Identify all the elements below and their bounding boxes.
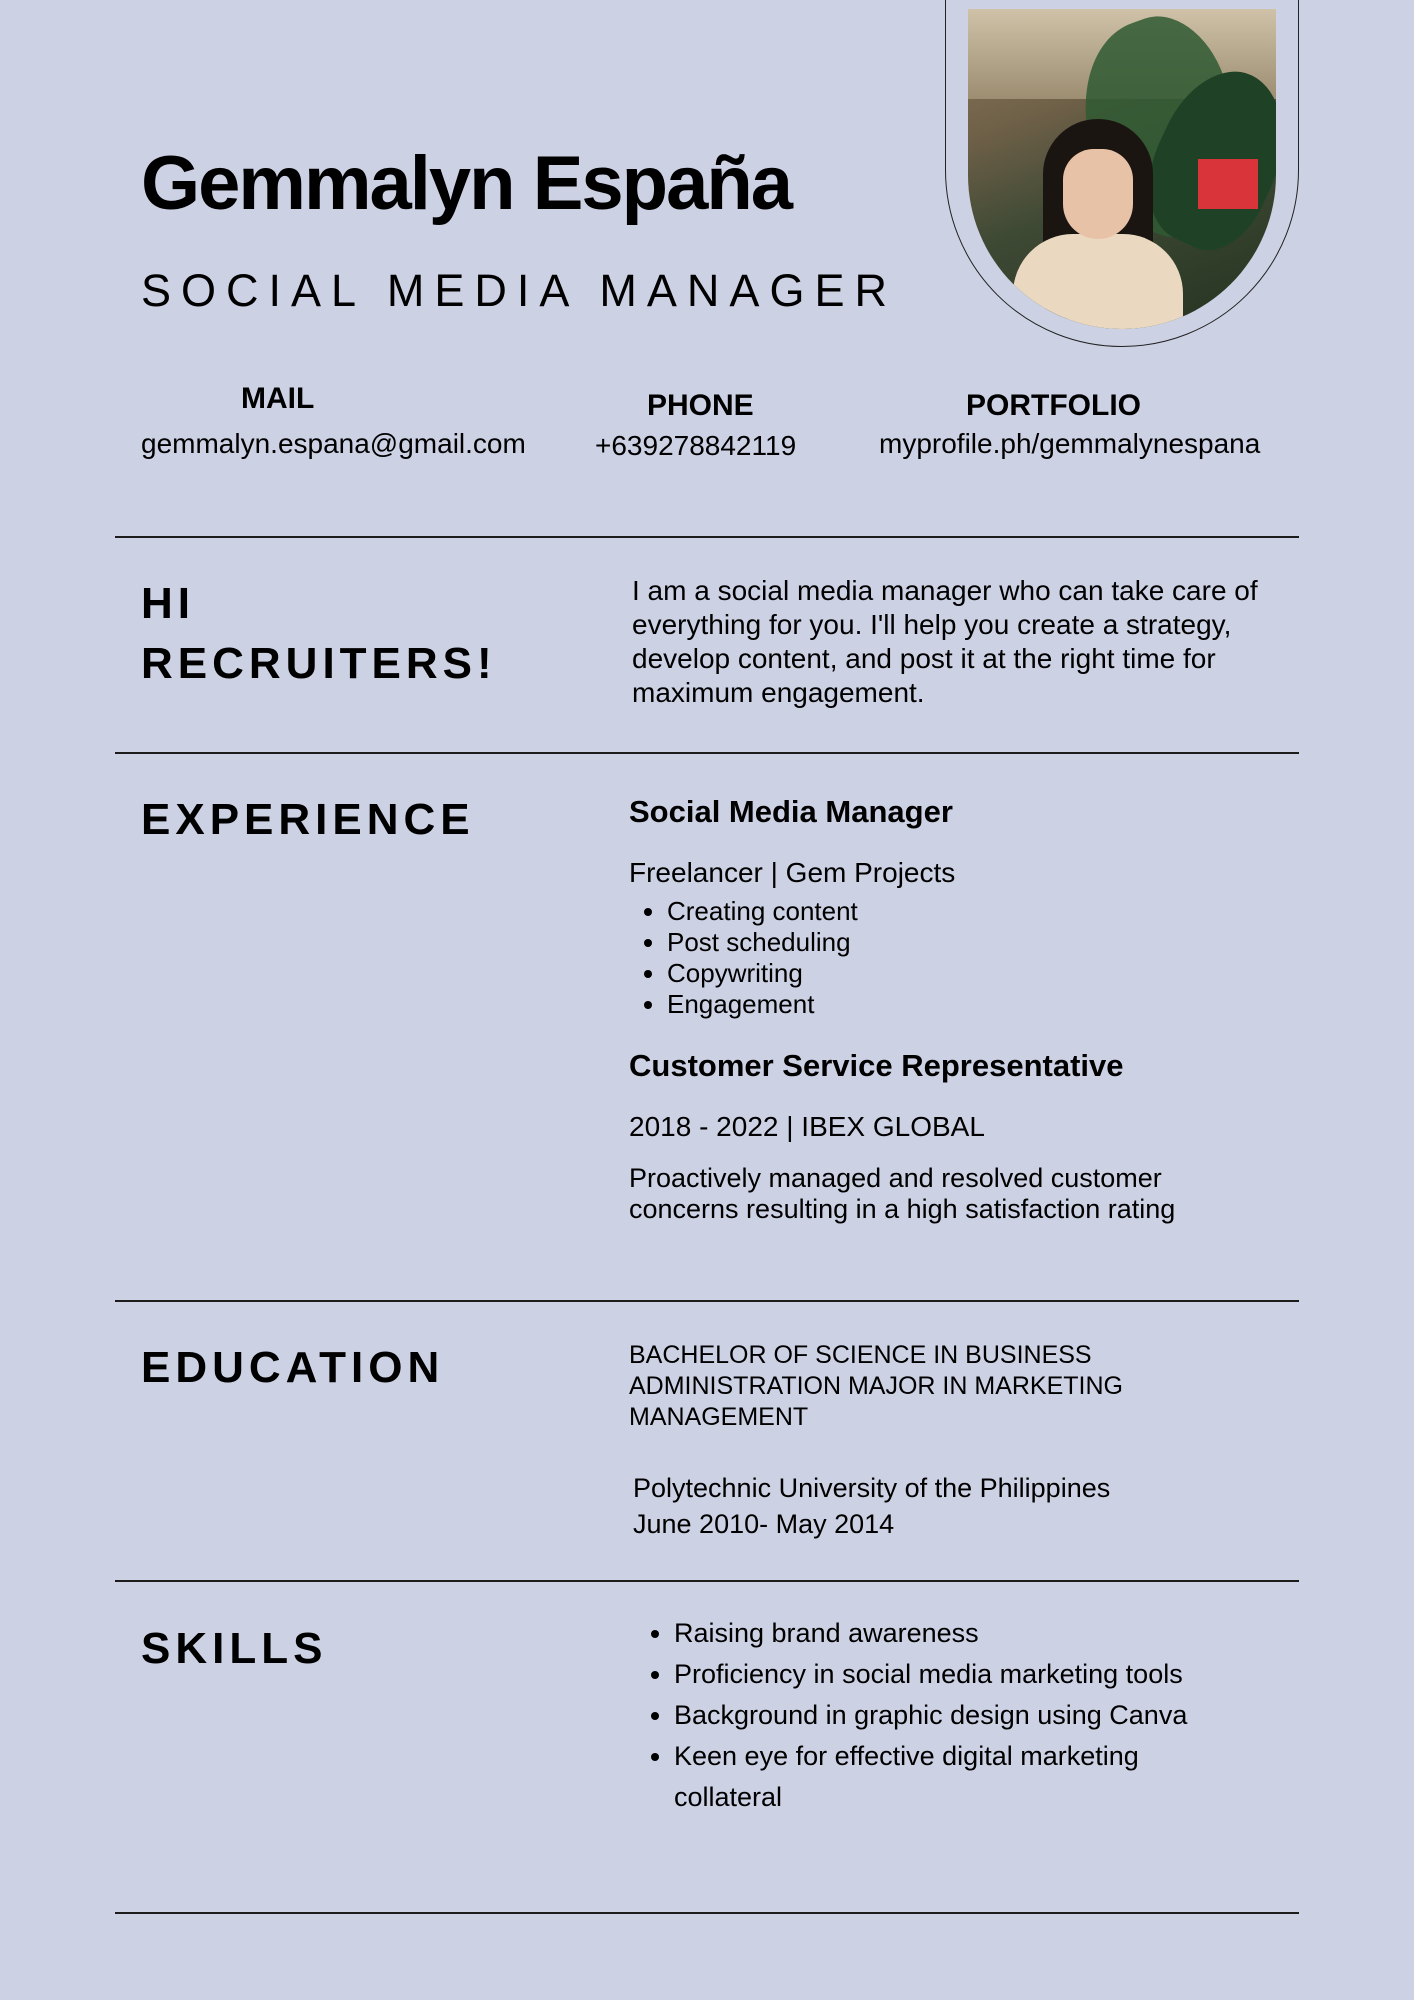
divider	[115, 752, 1299, 754]
intro-title	[141, 574, 497, 694]
skills-list	[632, 1613, 1194, 1818]
mail-value[interactable]: gemmalyn.espana@gmail.com	[141, 428, 526, 459]
profile-photo	[968, 9, 1276, 329]
list-item: • Keen eye for effective digital marketing collateral	[674, 1736, 1194, 1818]
list-item: • Raising brand awareness	[674, 1613, 1194, 1654]
intro-text: I am a social media manager who can take care of everything for you. I'll help you create a strategy, develop content, and post it at the right time for maximum engagement.	[632, 575, 1258, 708]
education-dates: June 2010- May 2014	[633, 1509, 895, 1539]
portfolio-label: PORTFOLIO	[966, 389, 1141, 422]
job-title: Customer Service Representative	[629, 1048, 1124, 1083]
intro-title-line2: RECRUITERS!	[141, 639, 497, 688]
job-subtitle: 2018 - 2022 | IBEX GLOBAL	[629, 1111, 985, 1142]
list-item: • Proficiency in social media marketing tools	[674, 1654, 1194, 1695]
skills-title: SKILLS	[141, 1624, 328, 1673]
list-item: • Engagement	[667, 989, 858, 1020]
degree: BACHELOR OF SCIENCE IN BUSINESS ADMINISTRATION MAJOR IN MARKETING MANAGEMENT	[629, 1341, 1123, 1431]
divider	[115, 1580, 1299, 1582]
list-item: • Copywriting	[667, 958, 858, 989]
divider	[115, 1300, 1299, 1302]
education-title: EDUCATION	[141, 1343, 445, 1392]
list-item: • Post scheduling	[667, 927, 858, 958]
school-name: Polytechnic University of the Philippines	[633, 1473, 1111, 1503]
job-title: Social Media Manager	[629, 794, 953, 829]
job-subtitle: Freelancer | Gem Projects	[629, 857, 956, 888]
intro-title-line1: HI	[141, 579, 195, 628]
job-role-subtitle: SOCIAL MEDIA MANAGER	[141, 265, 897, 316]
phone-value[interactable]: +639278842119	[595, 430, 797, 461]
experience-title: EXPERIENCE	[141, 795, 475, 844]
job-description: Proactively managed and resolved customer concerns resulting in a high satisfaction rating	[629, 1163, 1176, 1224]
list-item: • Creating content	[667, 896, 858, 927]
list-item: • Background in graphic design using Canva	[674, 1695, 1194, 1736]
portfolio-value[interactable]: myprofile.ph/gemmalynespana	[879, 428, 1261, 459]
phone-label: PHONE	[647, 389, 754, 422]
job-bullet-list	[629, 896, 858, 1020]
mail-label: MAIL	[241, 382, 315, 415]
candidate-name: Gemmalyn España	[141, 141, 792, 226]
divider	[115, 536, 1299, 538]
divider	[115, 1912, 1299, 1914]
